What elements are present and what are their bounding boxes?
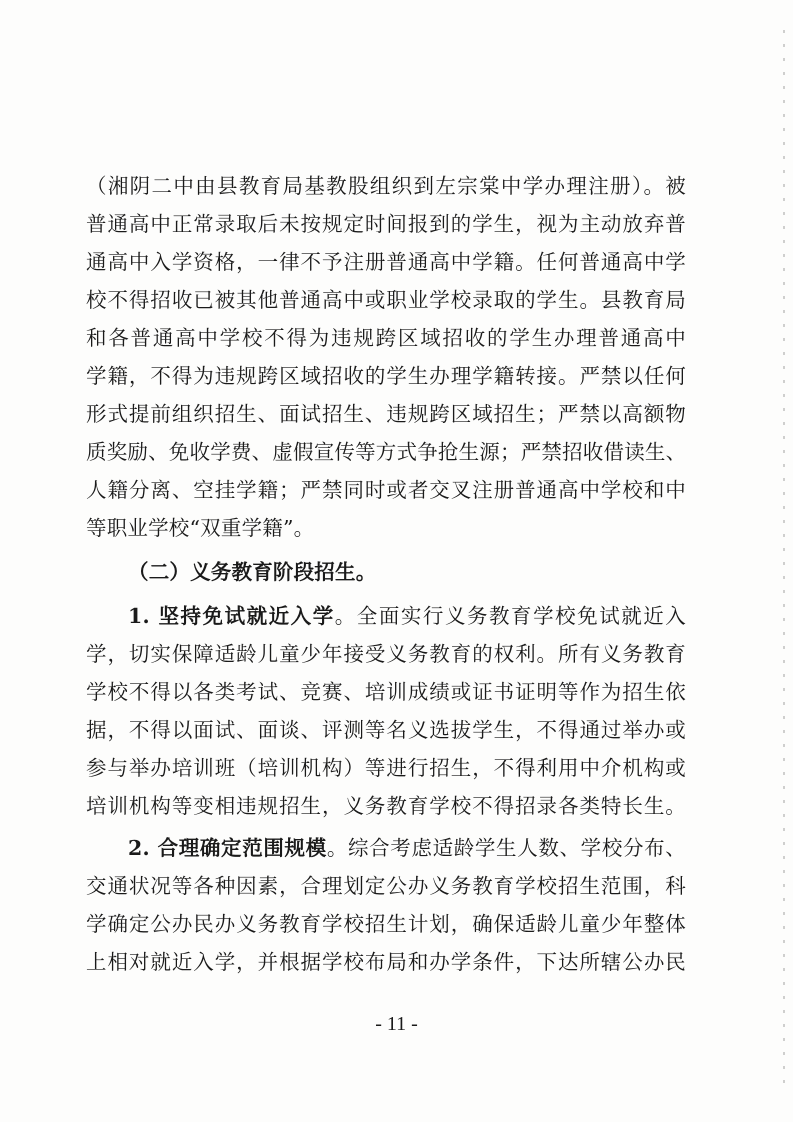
- item1-line-4: 据，不得以面试、面谈、评测等名义选拔学生，不得通过举办或: [86, 718, 686, 742]
- scan-edge-artifact: [783, 30, 785, 1090]
- body-line-8: 质奖励、免收学费、虚假宣传等方式争抢生源；严禁招收借读生、: [86, 440, 687, 464]
- body-line-9: 人籍分离、空挂学籍；严禁同时或者交叉注册普通高中学校和中: [86, 478, 686, 502]
- section-heading: （二）义务教育阶段招生。: [128, 560, 377, 584]
- item2-first-line-rest: 。综合考虑适龄学生人数、学校分布、: [326, 836, 686, 860]
- item2-line-4: 上相对就近入学，并根据学校布局和办学条件，下达所辖公办民: [86, 950, 686, 974]
- body-line-5: 和各普通高中学校不得为违规跨区域招收的学生办理普通高中: [86, 326, 686, 350]
- item1-line-5: 参与举办培训班（培训机构）等进行招生，不得利用中介机构或: [86, 756, 686, 780]
- item1-line-2: 学，切实保障适龄儿童少年接受义务教育的权利。所有义务教育: [86, 642, 686, 666]
- item2-first-line: [128, 830, 686, 866]
- body-line-1: （湘阴二中由县教育局基教股组织到左宗棠中学办理注册）。被: [86, 174, 686, 198]
- page-number: - 11 -: [375, 1013, 418, 1035]
- item1-title: 1. 坚持免试就近入学: [128, 604, 335, 628]
- body-line-3: 通高中入学资格，一律不予注册普通高中学籍。任何普通高中学: [86, 250, 686, 274]
- item1-first-line: [128, 598, 686, 634]
- item1-first-line-rest: 。全面实行义务教育学校免试就近入: [334, 604, 686, 628]
- body-line-6: 学籍，不得为违规跨区域招收的学生办理学籍转接。严禁以任何: [86, 364, 686, 388]
- body-line-4: 校不得招收已被其他普通高中或职业学校录取的学生。县教育局: [86, 288, 686, 312]
- item2-title: 2. 合理确定范围规模: [128, 836, 327, 860]
- item2-line-2: 交通状况等各种因素，合理划定公办义务教育学校招生范围，科: [86, 874, 686, 898]
- body-line-10: 等职业学校“双重学籍”。: [86, 516, 315, 540]
- item1-line-6: 培训机构等变相违规招生，义务教育学校不得招录各类特长生。: [86, 794, 686, 818]
- item2-line-3: 学确定公办民办义务教育学校招生计划，确保适龄儿童少年整体: [86, 912, 686, 936]
- item1-line-3: 学校不得以各类考试、竞赛、培训成绩或证书证明等作为招生依: [86, 680, 686, 704]
- body-line-7: 形式提前组织招生、面试招生、违规跨区域招生；严禁以高额物: [86, 402, 686, 426]
- body-line-2: 普通高中正常录取后未按规定时间报到的学生，视为主动放弃普: [86, 212, 686, 236]
